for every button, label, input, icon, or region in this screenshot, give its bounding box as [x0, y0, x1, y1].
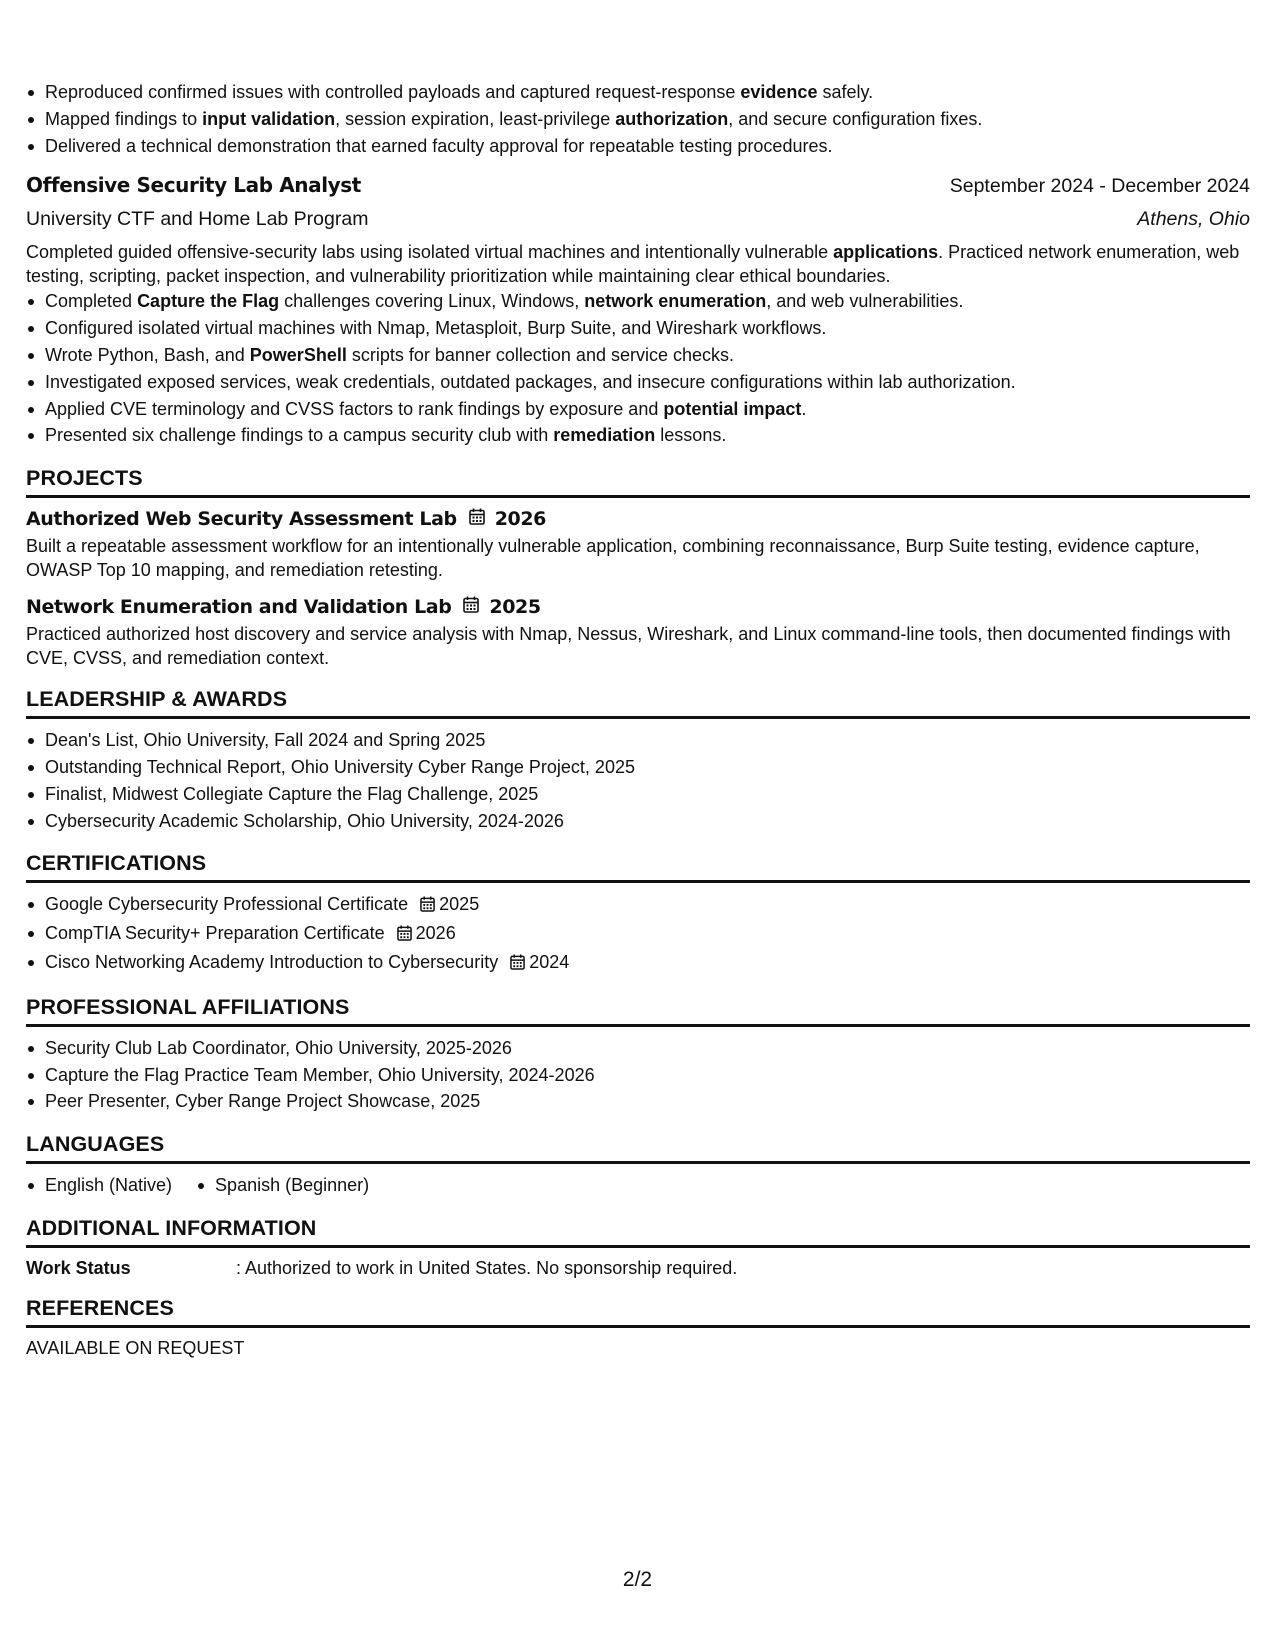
calendar-icon — [463, 596, 479, 618]
affiliations-list — [26, 1035, 1250, 1115]
calendar-icon — [397, 922, 412, 949]
section-title-additional-information: ADDITIONAL INFORMATION — [26, 1216, 1250, 1248]
project-description: Built a repeatable assessment workflow for an intentionally vulnerable application, combining reconnaissance, Burp Suite testing, evidence capture, OWASP Top 10 mapping, and remediation retesting. — [26, 536, 1200, 581]
work-status-row — [26, 1258, 1250, 1279]
section-title-languages: LANGUAGES — [26, 1132, 1250, 1164]
job-title: Offensive Security Lab Analyst — [26, 173, 361, 198]
section-title-projects: PROJECTS — [26, 466, 1250, 498]
certifications-list — [26, 891, 1250, 977]
job-summary: Completed guided offensive-security labs using isolated virtual machines and intentionally vulnerable applications. Practiced network enumeration, web testing, scripting, packet inspection, and vulnerability prioritization while maintaining clear ethical boundaries. — [26, 242, 1240, 287]
project-title: Network Enumeration and Validation Lab — [26, 596, 452, 619]
job-header — [26, 173, 1250, 198]
list-item: Mapped findings to input validation, session expiration, least-privilege authorization, and secure configuration fixes. — [26, 106, 1250, 133]
list-item: Wrote Python, Bash, and PowerShell scripts for banner collection and service checks. — [26, 342, 1250, 369]
list-item: Finalist, Midwest Collegiate Capture the Flag Challenge, 2025 — [26, 781, 1250, 808]
list-item: Delivered a technical demonstration that earned faculty approval for repeatable testing procedures. — [26, 133, 1250, 160]
project-description: Practiced authorized host discovery and service analysis with Nmap, Nessus, Wireshark, and Linux command-line tools, then documented findings with CVE, CVSS, and remediation context. — [26, 624, 1231, 669]
list-item: Reproduced confirmed issues with controlled payloads and captured request-response evidence safely. — [26, 79, 1250, 106]
certification-year: 2026 — [415, 923, 456, 944]
languages-list — [26, 1172, 1250, 1199]
certification-name: CompTIA Security+ Preparation Certificate — [45, 923, 385, 944]
calendar-icon — [469, 508, 485, 530]
list-item: Peer Presenter, Cyber Range Project Showcase, 2025 — [26, 1088, 1250, 1115]
list-item: Dean's List, Ohio University, Fall 2024 and Spring 2025 — [26, 727, 1250, 754]
project-year: 2025 — [489, 596, 541, 619]
job-dates: September 2024 - December 2024 — [949, 175, 1250, 198]
work-status-value: : Authorized to work in United States. No sponsorship required. — [236, 1257, 738, 1278]
page-number: 2/2 — [622, 1568, 653, 1591]
list-item: English (Native) — [26, 1172, 172, 1199]
job-organization: University CTF and Home Lab Program — [26, 208, 369, 231]
references-text: AVAILABLE ON REQUEST — [26, 1337, 245, 1358]
leadership-list — [26, 727, 1250, 834]
section-title-affiliations: PROFESSIONAL AFFILIATIONS — [26, 995, 1250, 1027]
certification-name: Cisco Networking Academy Introduction to Cybersecurity — [45, 951, 499, 972]
certification-year: 2025 — [439, 894, 480, 915]
certification-year: 2024 — [529, 951, 570, 972]
list-item: Spanish (Beginner) — [196, 1172, 369, 1199]
job-subheader — [26, 208, 1250, 231]
section-title-references: REFERENCES — [26, 1296, 1250, 1328]
list-item — [26, 949, 1250, 978]
calendar-icon — [510, 951, 525, 978]
project-header — [26, 508, 1250, 530]
job-bullets — [26, 288, 1250, 449]
list-item: Investigated exposed services, weak credentials, outdated packages, and insecure configurations within lab authorization. — [26, 369, 1250, 396]
project-title: Authorized Web Security Assessment Lab — [26, 508, 457, 531]
experience-bullets-continued — [26, 79, 1250, 159]
project-year: 2026 — [494, 508, 546, 531]
work-status-label: Work Status — [26, 1257, 131, 1278]
list-item: Cybersecurity Academic Scholarship, Ohio University, 2024-2026 — [26, 808, 1250, 835]
list-item: Configured isolated virtual machines with Nmap, Metasploit, Burp Suite, and Wireshark workflows. — [26, 315, 1250, 342]
list-item: Capture the Flag Practice Team Member, Ohio University, 2024-2026 — [26, 1062, 1250, 1089]
list-item: Completed Capture the Flag challenges covering Linux, Windows, network enumeration, and web vulnerabilities. — [26, 288, 1250, 315]
list-item: Security Club Lab Coordinator, Ohio University, 2025-2026 — [26, 1035, 1250, 1062]
list-item: Applied CVE terminology and CVSS factors to rank findings by exposure and potential impact. — [26, 396, 1250, 423]
section-title-certifications: CERTIFICATIONS — [26, 851, 1250, 883]
calendar-icon — [420, 893, 435, 920]
list-item — [26, 920, 1250, 949]
certification-name: Google Cybersecurity Professional Certificate — [45, 894, 409, 915]
job-location: Athens, Ohio — [1137, 208, 1250, 231]
project-header — [26, 596, 1250, 618]
list-item: Outstanding Technical Report, Ohio University Cyber Range Project, 2025 — [26, 754, 1250, 781]
section-title-leadership: LEADERSHIP & AWARDS — [26, 687, 1250, 719]
list-item — [26, 891, 1250, 920]
list-item: Presented six challenge findings to a campus security club with remediation lessons. — [26, 422, 1250, 449]
